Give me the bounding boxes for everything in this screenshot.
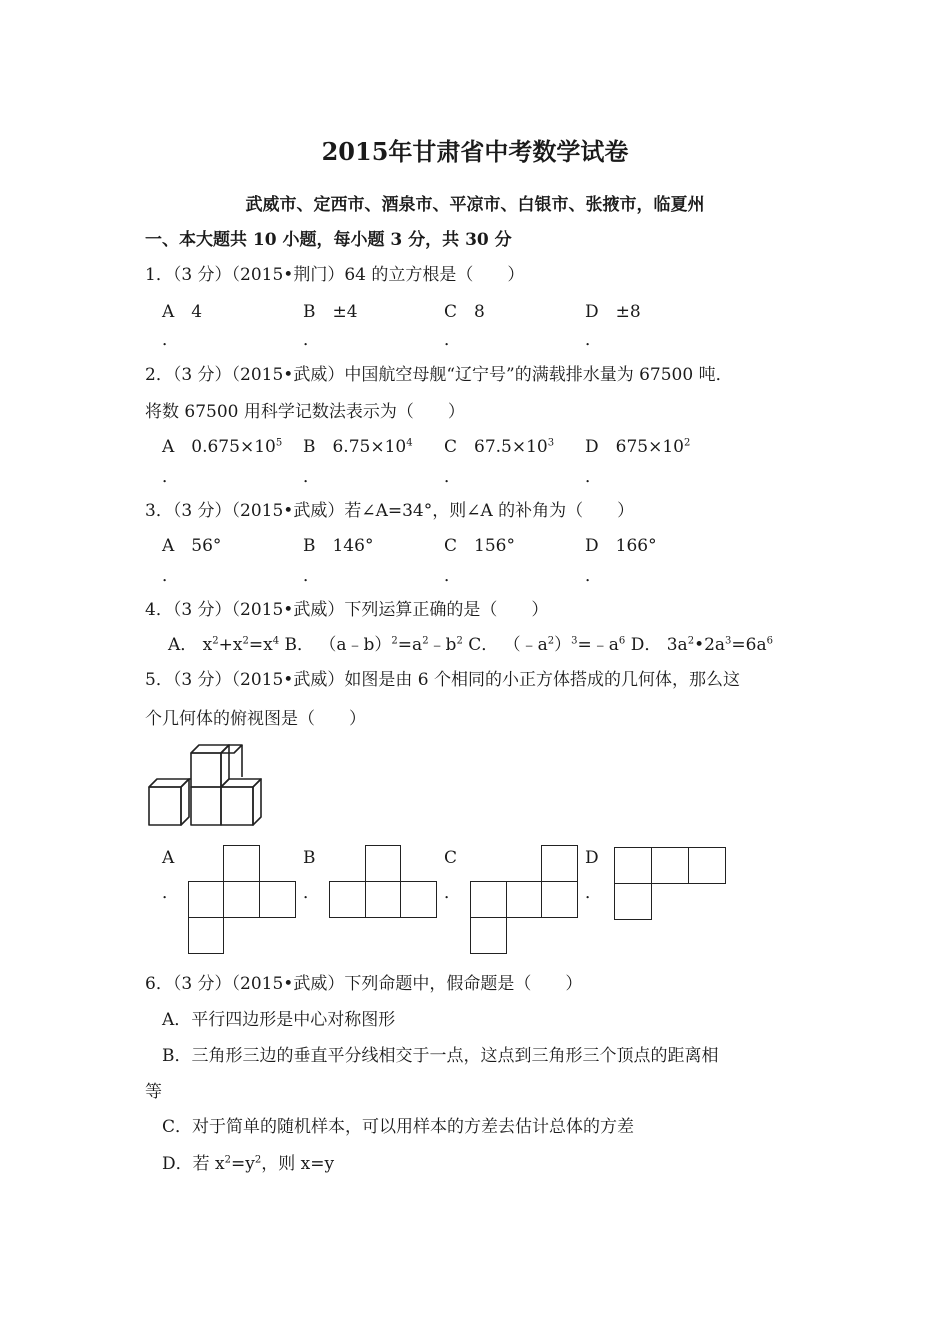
option-dot: ． [585,467,602,487]
question-6: 6．（3 分）（2015•武威）下列命题中，假命题是（ ） [145,974,583,994]
option-dot: ． [303,566,320,586]
q3-option-b: B 146° [303,536,374,556]
q2-option-c: C $67.5\times 10^3$ [444,437,555,457]
question-2-line1: 2．（3 分）（2015•武威）中国航空母舰“辽宁号”的满载排水量为 67500 吨． [145,365,733,385]
q4-options: A． $x^2+x^2=x^4$ B． $(a﹣b)^2=a^2﹣b^2$ C． $(﹣a^2)^3=﹣a^6$ D． $3a^2•2a^3=6a^6$ [168,635,773,655]
option-dot: ． [162,566,179,586]
q5-option-a-label: A [162,848,175,868]
q1-option-b: B ±4 [303,302,358,322]
option-dot: ． [585,883,602,903]
q1-option-c: C 8 [444,302,485,322]
q1-option-a: A 4 [162,302,203,322]
q3-option-c: C 156° [444,536,515,556]
option-dot: ． [444,883,461,903]
q5-option-c-label: C [444,848,458,868]
option-dot: ． [303,467,320,487]
q2-option-b: B $6.75\times 10^4$ [303,437,413,457]
page-title: 2015年甘肃省中考数学试卷 [321,137,629,166]
q2-option-a: A $0.675\times 10^5$ [162,437,283,457]
option-dot: ． [585,566,602,586]
q1-option-d: D ±8 [585,302,641,322]
option-dot: ． [303,883,320,903]
cube-solid-figure [146,741,266,829]
q6-option-b-line1: B．三角形三边的垂直平分线相交于一点，这点到三角形三个顶点的距离相 [162,1046,719,1066]
q3-option-a: A 56° [162,536,222,556]
option-dot: ． [162,467,179,487]
question-1: 1．（3 分）（2015•荆门）64 的立方根是（ ） [145,265,525,285]
option-dot: ． [444,467,461,487]
option-dot: ． [303,330,320,350]
option-dot: ． [585,330,602,350]
page-subtitle: 武威市、定西市、酒泉市、平凉市、白银市、张掖市，临夏州 [245,195,705,215]
question-4: 4．（3 分）（2015•武威）下列运算正确的是（ ） [145,600,549,620]
q5-option-d-label: D [585,848,599,868]
q6-option-d: D．若 $x^2=y^2$，则 x=y [162,1154,335,1174]
q6-option-c: C．对于简单的随机样本，可以用样本的方差去估计总体的方差 [162,1117,635,1137]
question-5-line2: 个几何体的俯视图是（ ） [145,709,366,729]
q3-option-d: D 166° [585,536,657,556]
option-dot: ． [162,330,179,350]
option-dot: ． [162,883,179,903]
q5-option-b-label: B [303,848,316,868]
question-5-line1: 5．（3 分）（2015•武威）如图是由 6 个相同的小正方体搭成的几何体，那么这 [145,670,740,690]
q6-option-a: A．平行四边形是中心对称图形 [162,1010,396,1030]
option-dot: ． [444,566,461,586]
q6-option-b-line2: 等 [145,1082,162,1102]
option-dot: ． [444,330,461,350]
question-3: 3．（3 分）（2015•武威）若∠A=34°，则∠A 的补角为（ ） [145,501,635,521]
section-heading: 一、本大题共 10 小题，每小题 3 分，共 30 分 [145,230,512,250]
question-2-line2: 将数 67500 用科学记数法表示为（ ） [145,402,465,422]
q2-option-d: D $675\times 10^2$ [585,437,691,457]
